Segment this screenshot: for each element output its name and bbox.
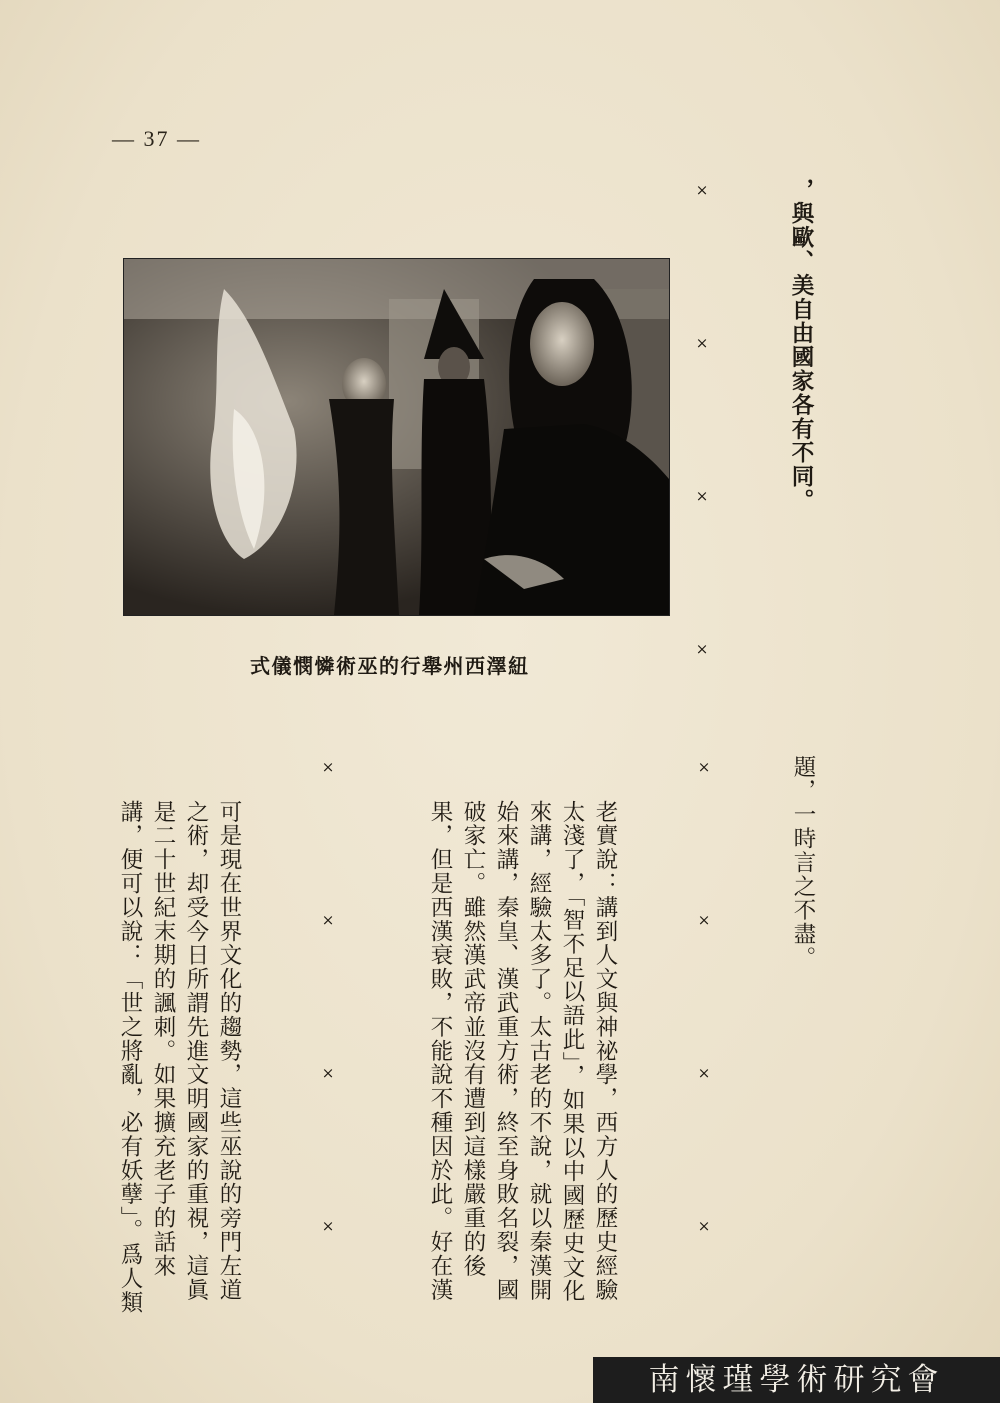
section-separator: × × × ×: [695, 758, 713, 1295]
photo-illustration: [124, 259, 669, 615]
section-separator: × × × ×: [319, 758, 337, 1295]
body-paragraph: 老實說：講到人文與神祕學，西方人的歷史經驗太淺了，「智不足以語此」，如果以中國歷史文化來講，經驗太多了。太古老的不說，就以秦漢開始來講，秦皇、漢武重方術，終至身敗名裂，國破家亡。雖然漢武帝並沒有遭到這樣嚴重的後果，但是西漢衰敗，不能說不種因於此。好在漢: [427, 800, 618, 1304]
page-number: — 37 —: [112, 126, 201, 151]
section-separator: × × × ×: [693, 181, 711, 718]
closing-line: ，與歐、美自由國家各有不同。: [788, 178, 814, 513]
watermark-label: 南懷瑾學術研究會: [593, 1357, 1000, 1403]
text-column-bottom-right: [420, 755, 885, 1325]
text-column-bottom-left: [110, 755, 410, 1325]
text-column-top-right: [655, 178, 883, 733]
photo-caption: 式儀憫憐術巫的行舉州西澤紐: [250, 654, 530, 678]
photograph-witchcraft-ritual: [123, 258, 670, 616]
continuation-line: 題，一時言之不盡。: [790, 755, 816, 971]
body-paragraph: 可是現在世界文化的趨勢，這些巫說的旁門左道之術，却受今日所謂先進文明國家的重視，這眞是二十世紀末期的諷刺。如果擴充老子的話來講，便可以說：「世之將亂，必有妖孽」。爲人類: [117, 800, 242, 1315]
